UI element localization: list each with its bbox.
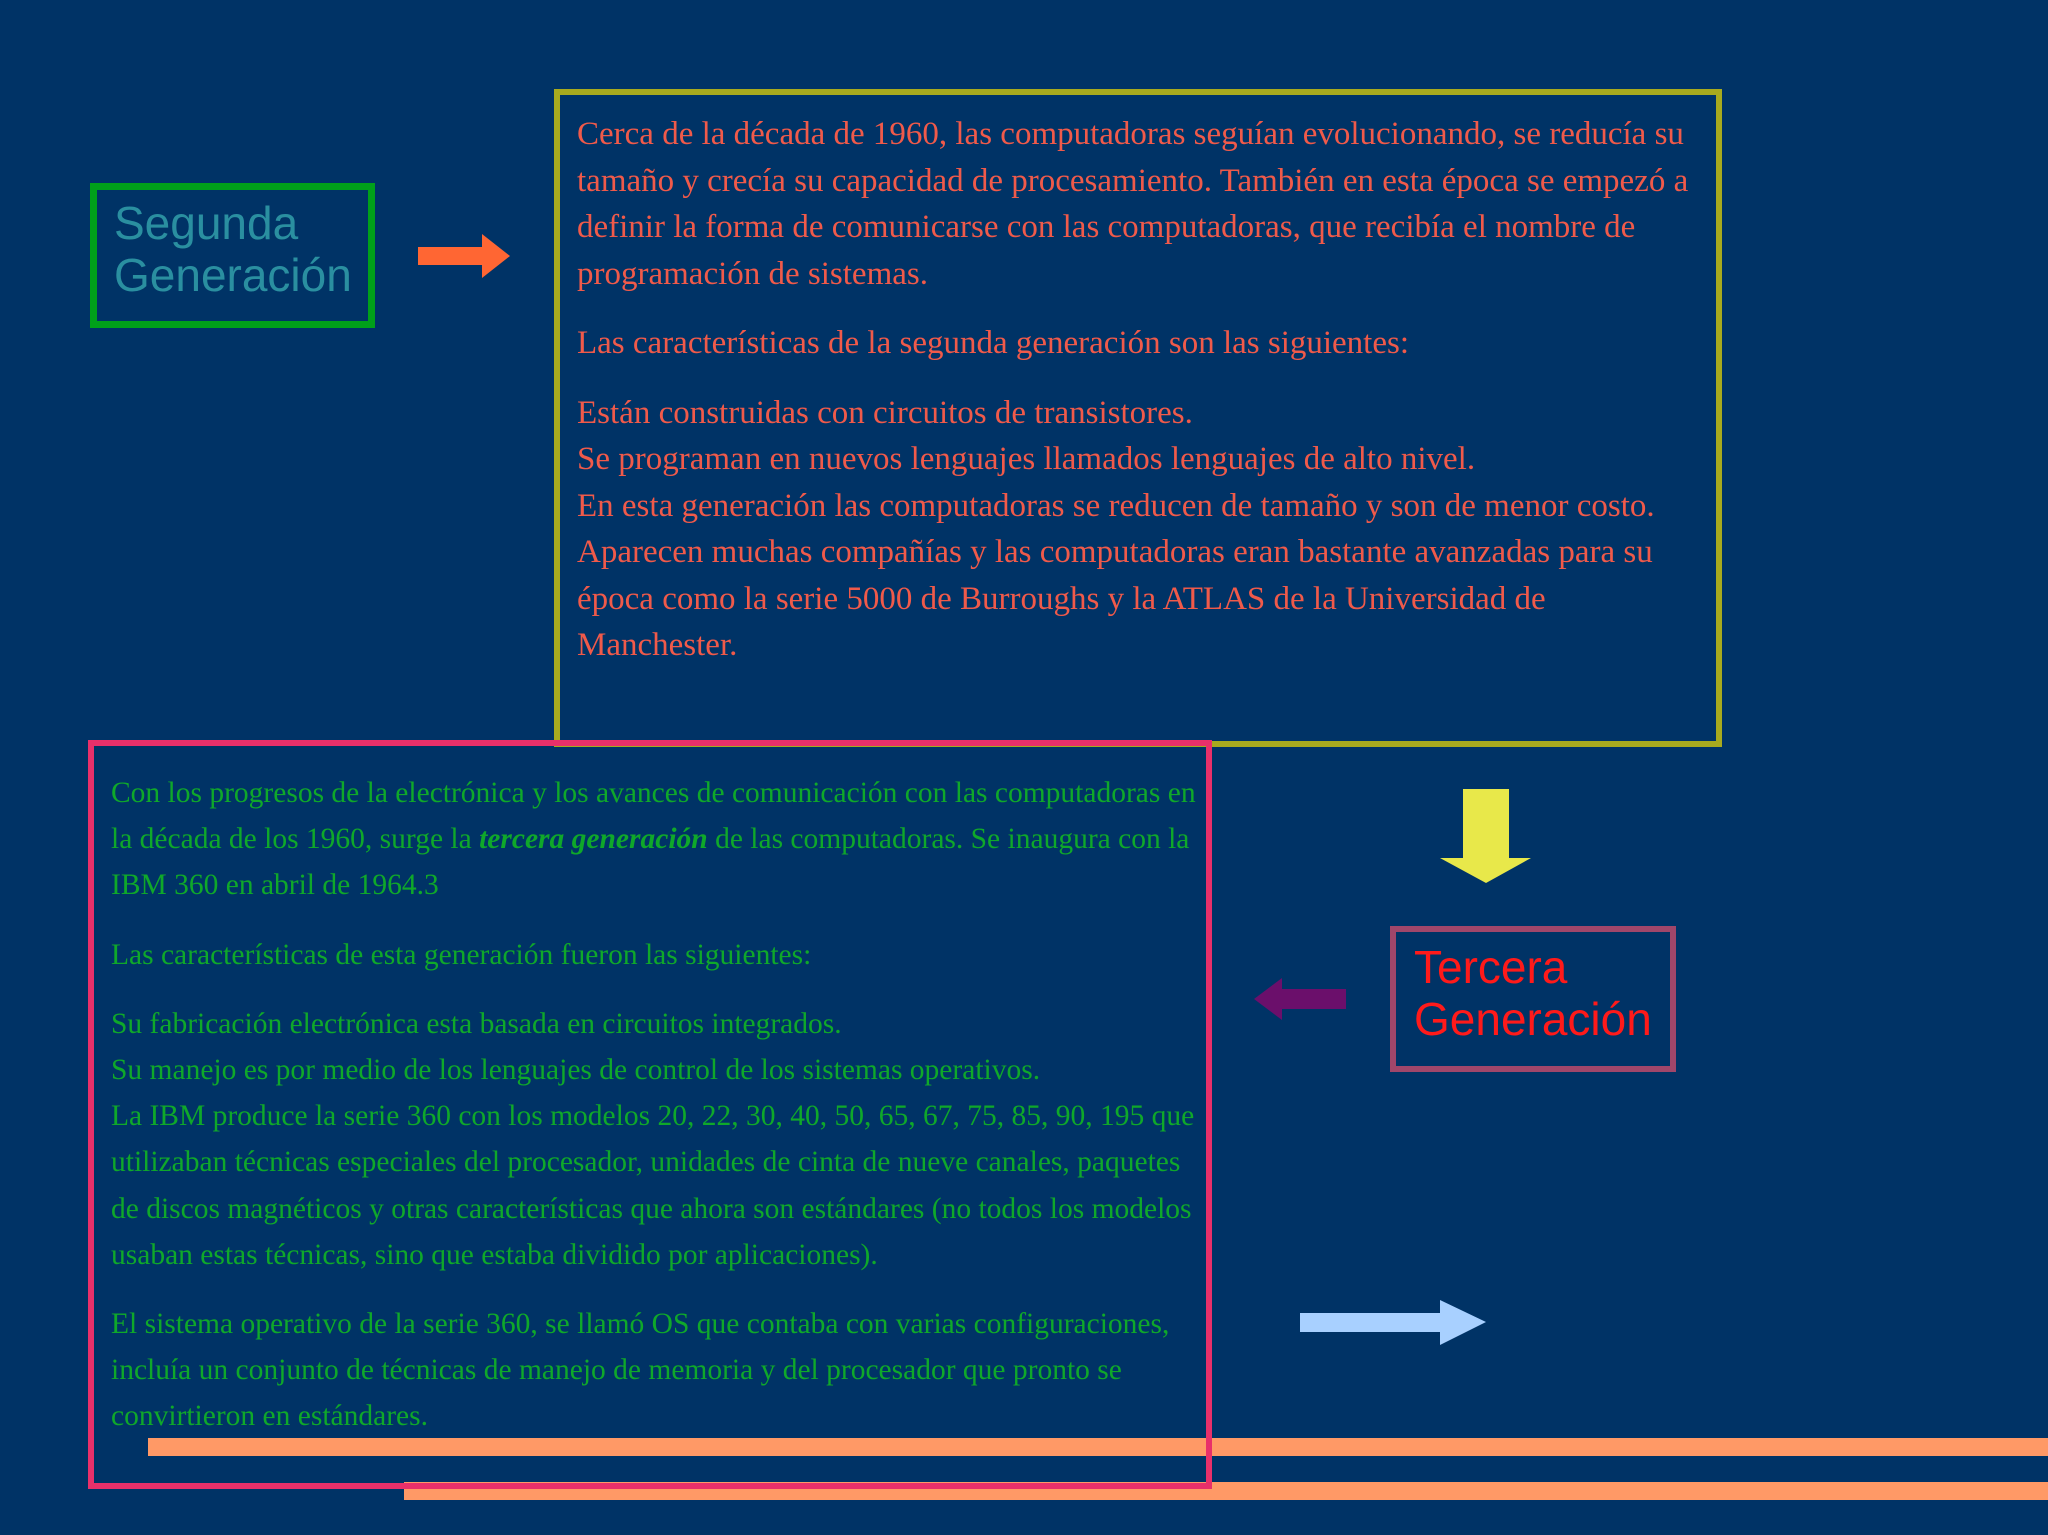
yellow-arrow-shape [1440, 789, 1531, 883]
segunda-feature-3: En esta generación las computadoras se reducen de tamaño y son de menor costo. Aparecen muchas compañías y las computadoras eran bastante avanzadas para su época como la serie 5000 de Burroughs y la ATLAS de la Universidad de Manchester. [577, 487, 1655, 663]
tercera-generacion-text-box [88, 740, 1212, 1489]
segunda-feature-2: Se programan en nuevos lenguajes llamados lenguajes de alto nivel. [577, 441, 1476, 477]
tercera-characteristics-heading: Las características de esta generación fueron las siguientes: [111, 938, 812, 971]
segunda-features-paragraph [577, 390, 1702, 669]
orange-arrow-shape [418, 234, 510, 278]
tercera-generacion-label-box [1390, 926, 1676, 1072]
purple-arrow-left-icon [1252, 976, 1348, 1022]
lightblue-arrow-shape [1300, 1300, 1486, 1345]
tercera-feature-3: La IBM produce la serie 360 con los modelos 20, 22, 30, 40, 50, 65, 67, 75, 85, 90, 195 que utilizaban técnicas especiales del procesador, unidades de cinta de nueve canales, paquetes de discos magnéticos y otras características que ahora son estándares (no todos los modelos usaban estas técnicas, sino que estaba dividido por aplicaciones). [111, 1100, 1195, 1271]
segunda-intro-paragraph: Cerca de la década de 1960, las computadoras seguían evolucionando, se reducía su tamaño y crecía su capacidad de procesamiento. También en esta época se empezó a definir la forma de comunicarse con las computadoras, que recibía el nombre de programación de sistemas. [577, 116, 1689, 292]
tercera-generacion-emphasis: tercera generación [479, 823, 708, 856]
tercera-features-paragraph [111, 1001, 1196, 1278]
orange-arrow-right-icon [416, 232, 512, 280]
yellow-arrow-down-icon [1436, 788, 1532, 884]
segunda-characteristics-heading: Las características de la segunda generación son las siguientes: [577, 325, 1410, 361]
purple-arrow-shape [1254, 978, 1346, 1020]
tercera-label-line1: Tercera [1414, 941, 1568, 993]
tercera-intro-paragraph [111, 770, 1196, 909]
segunda-feature-1: Están construidas con circuitos de transistores. [577, 394, 1193, 431]
tercera-intro-before: Con los progresos de la electrónica y los avances de comunicación con las computadoras en la década de los 1960, surge la [111, 777, 1196, 856]
tercera-label-line2: Generación [1414, 992, 1652, 1045]
tercera-feature-1: Su fabricación electrónica esta basada en circuitos integrados. [111, 1007, 842, 1040]
tercera-os-paragraph: El sistema operativo de la serie 360, se llamó OS que contaba con varias configuraciones, incluía un conjunto de técnicas de manejo de memoria y del procesador que pronto se convirtieron en estándares. [111, 1308, 1170, 1433]
tercera-intro-after: de las computadoras. Se inaugura con la IBM 360 en abril de 1964.3 [111, 823, 1190, 902]
segunda-generacion-label-box [90, 183, 375, 328]
segunda-label-line1: Segunda [114, 197, 299, 249]
segunda-generacion-text-box [554, 89, 1722, 747]
tercera-feature-2: Su manejo es por medio de los lenguajes de control de los sistemas operativos. [111, 1054, 1041, 1087]
segunda-label-line2: Generación [114, 248, 352, 301]
lightblue-arrow-right-icon [1298, 1298, 1488, 1348]
